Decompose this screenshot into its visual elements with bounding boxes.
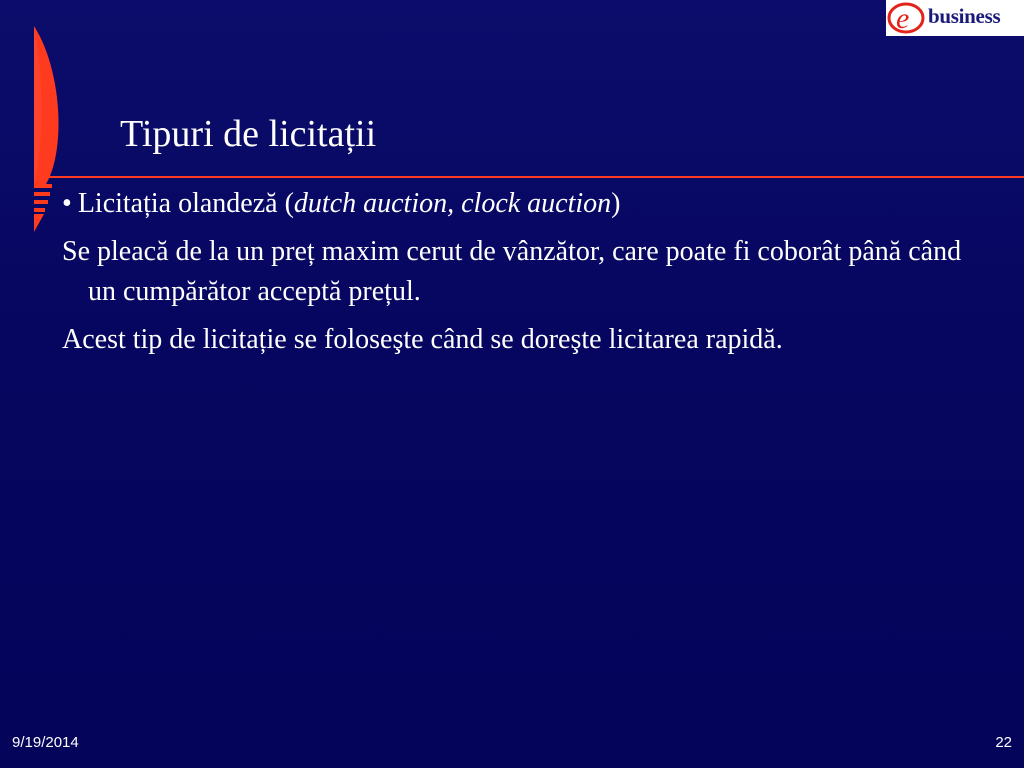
paragraph-1: Se pleacă de la un preț maxim cerut de vânzător, care poate fi coborât până când un cumpărător acceptă prețul. [62,236,962,307]
bullet-item [60,184,990,224]
page-number: 22 [995,734,1012,751]
bullet-close: ) [611,188,621,219]
slide-title: Tipuri de licitații [120,113,377,155]
svg-text:e: e [896,2,910,35]
ebusiness-logo [886,0,1024,36]
slide-content [60,184,990,368]
paragraph-2: Acest tip de licitație se foloseşte când se doreşte licitarea rapidă. [62,324,783,355]
bullet-italic-text: dutch auction, clock auction [293,188,612,219]
logo-text: business [928,4,1001,28]
title-divider [46,176,1024,178]
bullet-text: Licitația olandeză ( [77,188,294,219]
bullet-marker: • [62,188,72,219]
footer-date: 9/19/2014 [12,734,79,751]
e-logo-icon [886,0,930,36]
